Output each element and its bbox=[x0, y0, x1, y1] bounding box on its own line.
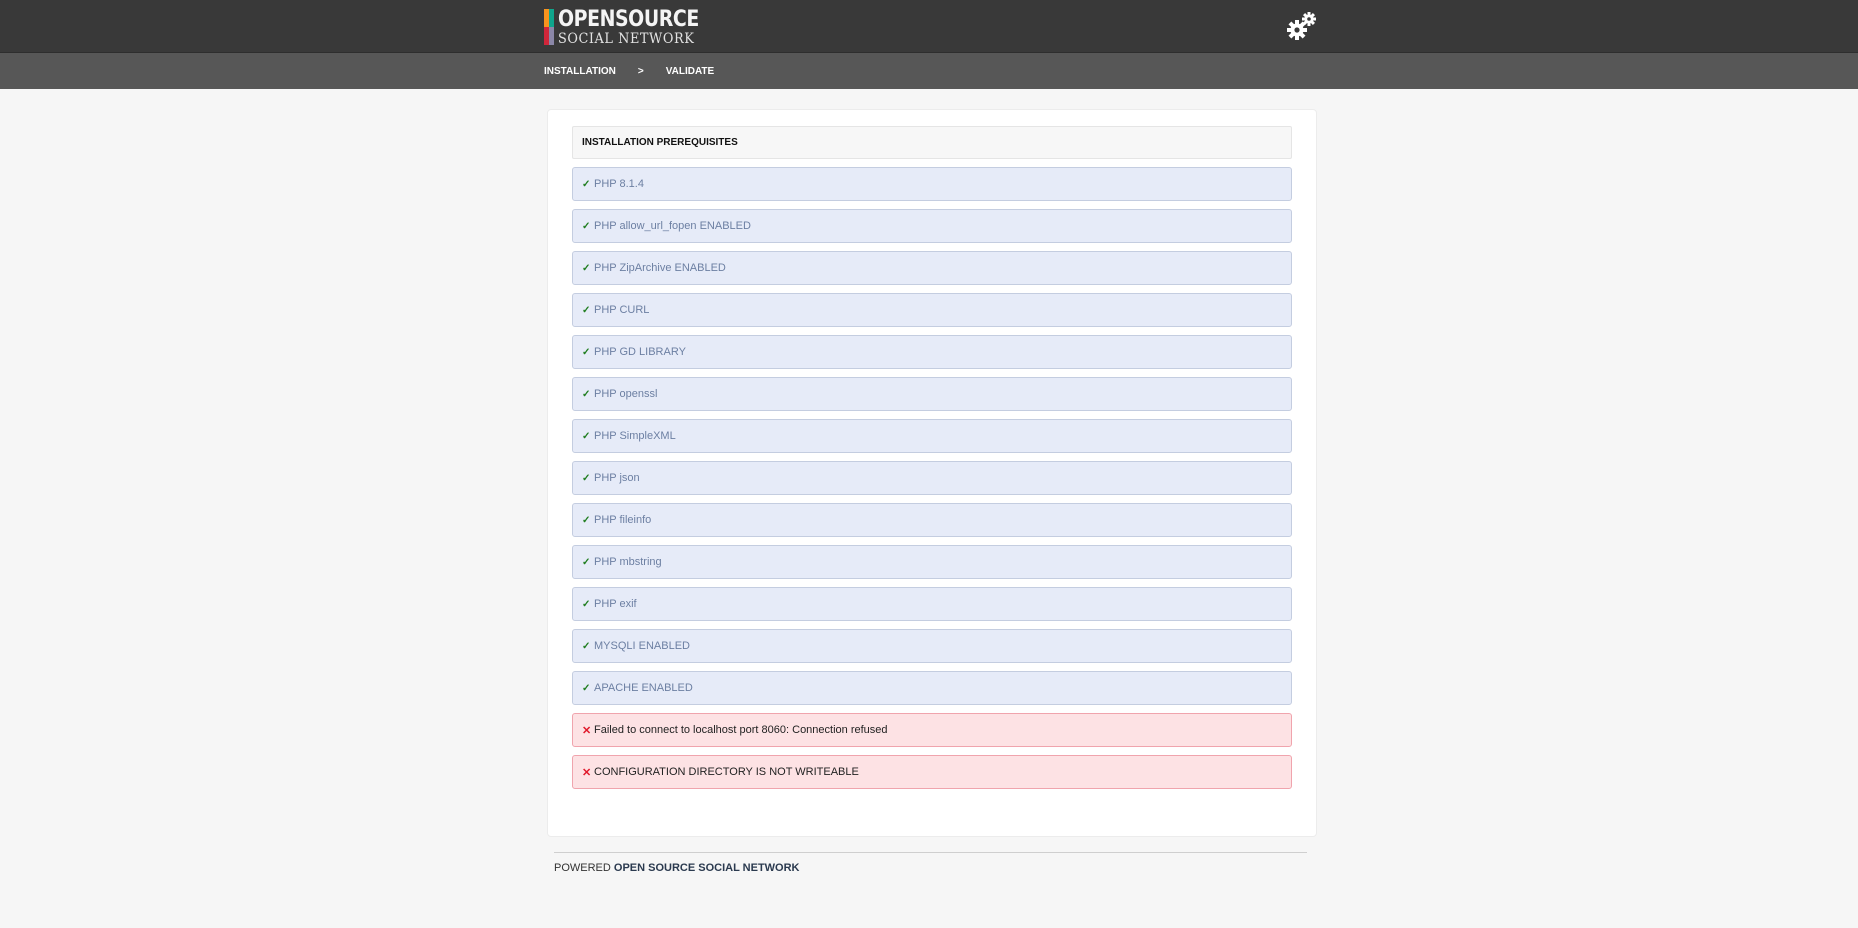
list-item-error bbox=[572, 713, 1292, 747]
item-label: CONFIGURATION DIRECTORY IS NOT WRITEABLE bbox=[594, 766, 859, 778]
footer-prefix: POWERED bbox=[554, 862, 614, 874]
list-item-error bbox=[572, 755, 1292, 789]
logo-block-teal bbox=[549, 9, 554, 27]
footer-ossn-link[interactable]: OPEN SOURCE SOCIAL NETWORK bbox=[613, 862, 800, 874]
item-label: PHP ZipArchive ENABLED bbox=[594, 262, 726, 274]
check-icon: ✓ bbox=[582, 556, 591, 568]
cross-icon: ✕ bbox=[582, 724, 592, 737]
item-label: PHP CURL bbox=[594, 304, 650, 316]
list-item bbox=[572, 377, 1292, 411]
check-icon: ✓ bbox=[582, 388, 591, 400]
logo-subtitle: SOCIAL NETWORK bbox=[558, 31, 695, 47]
item-label: PHP mbstring bbox=[594, 556, 662, 568]
top-header bbox=[0, 0, 1858, 53]
check-icon: ✓ bbox=[582, 430, 591, 442]
check-icon: ✓ bbox=[582, 598, 591, 610]
list-item bbox=[572, 587, 1292, 621]
item-label: PHP json bbox=[594, 472, 640, 484]
check-icon: ✓ bbox=[582, 640, 591, 652]
item-label: PHP SimpleXML bbox=[594, 430, 676, 442]
check-icon: ✓ bbox=[582, 682, 591, 694]
logo-mark-icon bbox=[544, 9, 554, 45]
check-icon: ✓ bbox=[582, 346, 591, 358]
item-label: PHP openssl bbox=[594, 388, 658, 400]
check-icon: ✓ bbox=[582, 472, 591, 484]
breadcrumb bbox=[544, 53, 714, 89]
list-item bbox=[572, 335, 1292, 369]
prerequisites-list bbox=[572, 126, 1292, 797]
cogs-icon bbox=[1285, 10, 1319, 44]
check-icon: ✓ bbox=[582, 304, 591, 316]
breadcrumb-installation[interactable]: INSTALLATION bbox=[544, 65, 616, 77]
check-icon: ✓ bbox=[582, 220, 591, 232]
breadcrumb-separator: > bbox=[637, 65, 644, 77]
item-label: MYSQLI ENABLED bbox=[594, 640, 690, 652]
logo-block-purple bbox=[549, 27, 554, 45]
check-icon: ✓ bbox=[582, 514, 591, 526]
list-item bbox=[572, 419, 1292, 453]
check-icon: ✓ bbox=[582, 178, 591, 190]
breadcrumb-validate[interactable]: VALIDATE bbox=[665, 65, 715, 77]
prerequisites-card bbox=[547, 109, 1317, 837]
list-item bbox=[572, 251, 1292, 285]
cross-icon: ✕ bbox=[582, 766, 592, 779]
logo-title: OPENSOURCE bbox=[558, 7, 699, 32]
item-label: PHP GD LIBRARY bbox=[594, 346, 686, 358]
list-item bbox=[572, 671, 1292, 705]
site-logo[interactable] bbox=[544, 9, 722, 46]
settings-button[interactable] bbox=[1285, 10, 1319, 44]
breadcrumb-bar bbox=[0, 53, 1858, 89]
item-label: PHP allow_url_fopen ENABLED bbox=[594, 220, 751, 232]
list-item bbox=[572, 629, 1292, 663]
item-label: PHP 8.1.4 bbox=[594, 178, 644, 190]
item-label: PHP exif bbox=[594, 598, 637, 610]
logo-text bbox=[558, 9, 722, 46]
list-item bbox=[572, 461, 1292, 495]
header-container bbox=[544, 0, 1319, 53]
list-item bbox=[572, 209, 1292, 243]
list-item bbox=[572, 293, 1292, 327]
check-icon: ✓ bbox=[582, 262, 591, 274]
item-label: APACHE ENABLED bbox=[594, 682, 693, 694]
list-item bbox=[572, 545, 1292, 579]
footer bbox=[554, 852, 1307, 874]
list-item bbox=[572, 167, 1292, 201]
item-label: Failed to connect to localhost port 8060: Connection refused bbox=[594, 724, 888, 736]
item-label: PHP fileinfo bbox=[594, 514, 652, 526]
prerequisites-title: INSTALLATION PREREQUISITES bbox=[572, 126, 1292, 159]
list-item bbox=[572, 503, 1292, 537]
